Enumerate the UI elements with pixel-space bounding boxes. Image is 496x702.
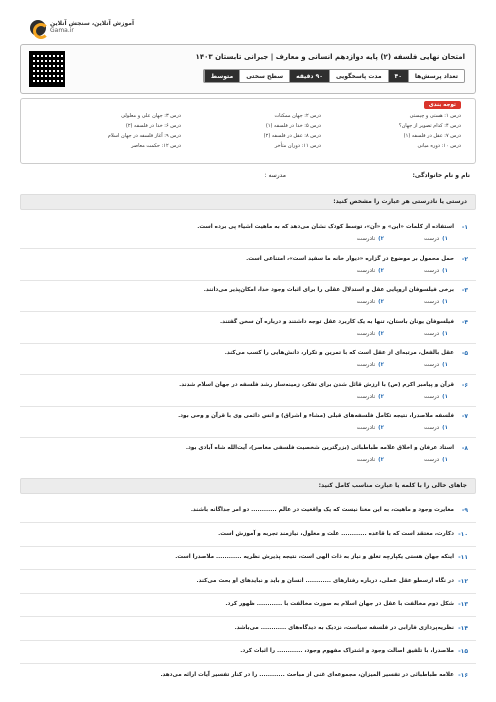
option-number: ۲) bbox=[378, 393, 384, 400]
question-text: فلسفه ملاصدرا، نتیجه تکامل فلسفه‌های قبلی (مشاء و اشراق) و انس دائمی وی با قرآن و وحی بود. bbox=[178, 413, 454, 419]
lesson-item: درس ۹: آغاز فلسفه در جهان اسلام bbox=[107, 133, 181, 139]
exam-title: امتحان نهایی فلسفه (۲) پایه دوازدهم انسانی و معارف | جبرانی تابستان ۱۴۰۳ bbox=[195, 53, 465, 61]
section-true-false-header bbox=[20, 194, 476, 210]
option-false[interactable] bbox=[357, 236, 384, 242]
question-text: ملاصدرا، با تلفیق اصالت وجود و اشتراک مفهوم وجود، ............ را اثبات کرد. bbox=[240, 648, 454, 654]
question-number: ۱۱- bbox=[458, 554, 468, 561]
question-text: عقل بالفعل، مرتبه‌ای از عقل است که با تمرین و تکرار، دانش‌هایی را کسب می‌کند. bbox=[224, 350, 454, 356]
question-number: ۱۵- bbox=[458, 648, 468, 655]
question-number: ۴- bbox=[461, 318, 468, 326]
lesson-item: درس ۱۱: دوران متأخر bbox=[274, 143, 321, 149]
question-divider bbox=[20, 593, 476, 594]
question-divider bbox=[20, 663, 476, 664]
answer-options bbox=[357, 394, 448, 400]
lesson-item: درس ۵: خدا در فلسفه (۱) bbox=[265, 123, 321, 129]
option-number: ۲) bbox=[378, 236, 384, 242]
school-label: مدرسه : bbox=[264, 172, 286, 179]
question-text: در نگاه ارسطو عقل عملی، درباره رفتارهای ............ انسان و باید و نبایدهای او بحث می‌کند. bbox=[196, 577, 454, 584]
option-label: درست bbox=[424, 330, 440, 337]
question-number: ۳- bbox=[461, 287, 468, 294]
option-number: ۱) bbox=[442, 299, 448, 305]
notes-tag: توجه بندی bbox=[424, 101, 461, 109]
option-label: نادرست bbox=[356, 425, 376, 431]
question-divider bbox=[20, 280, 476, 281]
option-number: ۱) bbox=[442, 236, 448, 242]
question-text: قرآن و پیامبر اکرم (ص) با ارزش قائل شدن برای تفکر، زمینه‌ساز رشد فلسفه در جهان اسلام شدند. bbox=[179, 381, 454, 388]
lesson-item: درس ۱۲: حکمت معاصر bbox=[131, 143, 181, 149]
brand[interactable] bbox=[30, 20, 134, 36]
option-label: درست bbox=[424, 362, 440, 368]
question-divider bbox=[20, 248, 476, 249]
question-divider bbox=[20, 569, 476, 570]
option-true[interactable] bbox=[424, 268, 448, 274]
question-text: فیلسوفان یونان باستان، تنها به یک کاربرد عقل توجه داشتند و درباره آن سخن گفتند. bbox=[219, 318, 454, 325]
question-divider bbox=[20, 343, 476, 344]
option-label: نادرست bbox=[356, 393, 376, 400]
meta-value-difficulty: متوسط bbox=[204, 70, 239, 82]
question-number: ۷- bbox=[461, 413, 468, 420]
option-label: نادرست bbox=[356, 299, 376, 305]
lesson-list bbox=[41, 113, 461, 149]
question-divider bbox=[20, 640, 476, 641]
exam-header bbox=[20, 44, 476, 94]
gama-logo-icon bbox=[30, 20, 46, 36]
lesson-item: درس ۱۰: دوره میانی bbox=[417, 143, 461, 149]
option-number: ۱) bbox=[442, 267, 448, 274]
option-number: ۲) bbox=[378, 267, 384, 274]
option-false[interactable] bbox=[357, 425, 384, 431]
option-number: ۲) bbox=[378, 425, 384, 431]
lesson-item: درس ۶: خدا در فلسفه (۲) bbox=[125, 123, 181, 129]
question-number: ۹- bbox=[461, 507, 468, 514]
option-label: نادرست bbox=[356, 456, 376, 463]
lesson-item: درس ۳: جهان علی و معلولی bbox=[121, 113, 181, 119]
question-divider bbox=[20, 437, 476, 438]
top-bar bbox=[0, 0, 496, 40]
lesson-item: درس ۱: هستی و چیستی bbox=[409, 113, 461, 119]
option-label: درست bbox=[424, 425, 440, 431]
section-title: جاهای خالی را با کلمه یا عبارت مناسب کامل کنید: bbox=[318, 482, 467, 489]
answer-options bbox=[357, 331, 448, 337]
section-fill-blank-header bbox=[20, 478, 476, 494]
question-divider bbox=[20, 311, 476, 312]
lesson-item: درس ۴: کدام تصویر از جهان؟ bbox=[398, 123, 461, 129]
question-text: علامه طباطبائی در تفسیر المیزان، مجموعه‌ای غنی از مباحث ............ را در کنار تفسیر آیات ارائه می‌دهد. bbox=[160, 671, 454, 678]
answer-options bbox=[357, 362, 448, 368]
question-number: ۱- bbox=[461, 224, 468, 231]
question-text: استفاده از کلمات «این» و «آن»، توسط کودک نشان می‌دهد که به ماهیت اشیاء پی برده است. bbox=[197, 224, 454, 230]
lesson-item: درس ۷: عقل در فلسفه (۱) bbox=[403, 133, 461, 139]
option-false[interactable] bbox=[357, 362, 384, 368]
brand-title: آموزش آنلاین، سنجش آنلاین bbox=[50, 20, 135, 28]
option-number: ۱) bbox=[442, 362, 448, 368]
student-info-row bbox=[20, 170, 476, 184]
meta-label-duration: مدت پاسخگویی bbox=[329, 70, 388, 82]
option-false[interactable] bbox=[357, 268, 384, 274]
section-title: درستی یا نادرستی هر عبارت را مشخص کنید: bbox=[333, 198, 467, 205]
option-false[interactable] bbox=[357, 394, 384, 400]
answer-options bbox=[357, 236, 448, 242]
question-number: ۱۶- bbox=[458, 671, 468, 679]
question-number: ۱۴- bbox=[458, 624, 468, 632]
option-number: ۱) bbox=[442, 456, 448, 463]
option-label: نادرست bbox=[356, 362, 376, 368]
option-true[interactable] bbox=[424, 425, 448, 431]
option-number: ۲) bbox=[378, 456, 384, 463]
question-divider bbox=[20, 546, 476, 547]
lesson-item: درس ۸: عقل در فلسفه (۲) bbox=[263, 133, 321, 139]
question-number: ۱۲- bbox=[458, 577, 468, 585]
option-true[interactable] bbox=[424, 457, 448, 463]
answer-options bbox=[357, 425, 448, 431]
question-number: ۱۳- bbox=[458, 601, 468, 608]
question-divider bbox=[20, 616, 476, 617]
question-text: برخی فیلسوفان اروپایی عقل و استدلال عقلی را برای اثبات وجود خدا، امکان‌پذیر می‌دانند. bbox=[203, 287, 454, 293]
question-text: دکارت، معتقد است که با قاعده ............ علت و معلول، نیازمند تجربه و آموزش است. bbox=[218, 530, 454, 537]
option-label: درست bbox=[424, 236, 440, 242]
option-label: نادرست bbox=[356, 236, 376, 242]
question-text: حمل محمول بر موضوع در گزاره «دیوار خانه ما سفید است»، امتناعی است. bbox=[246, 255, 454, 262]
option-number: ۲) bbox=[378, 330, 384, 337]
option-number: ۱) bbox=[442, 425, 448, 431]
lesson-item: درس ۲: جهان ممکنات bbox=[274, 113, 321, 119]
question-text: شکل دوم مخالفت با عقل در جهان اسلام به صورت مخالفت با ............ ظهور کرد. bbox=[225, 601, 454, 607]
option-false[interactable] bbox=[357, 331, 384, 337]
question-number: ۸- bbox=[461, 444, 468, 452]
question-text: استاد عرفان و اخلاق علامه طباطبائی (بزرگترین شخصیت فلسفی معاصر)، آیت‌الله شاه آبادی بود. bbox=[185, 444, 454, 451]
option-true[interactable] bbox=[424, 299, 448, 305]
option-number: ۱) bbox=[442, 330, 448, 337]
option-false[interactable] bbox=[357, 299, 384, 305]
option-true[interactable] bbox=[424, 394, 448, 400]
exam-meta bbox=[203, 69, 465, 83]
option-label: درست bbox=[424, 267, 440, 274]
meta-label-count: تعداد پرسش‌ها bbox=[408, 70, 464, 82]
option-label: درست bbox=[424, 393, 440, 400]
option-true[interactable] bbox=[424, 331, 448, 337]
option-label: درست bbox=[424, 299, 440, 305]
answer-options bbox=[357, 268, 448, 274]
answer-options bbox=[357, 457, 448, 463]
option-true[interactable] bbox=[424, 236, 448, 242]
question-text: نظریه‌پردازی فارابی در فلسفه سیاست، نزدیک به دیدگاه‌های ............ می‌باشد. bbox=[234, 624, 454, 631]
meta-value-duration: ۹۰ دقیقه bbox=[289, 70, 329, 82]
question-text: اینکه جهان هستی یکپارچه تعلق و نیاز به ذات الهی است، نتیجه پذیرش نظریه ............ ملاصدرا است. bbox=[175, 554, 454, 560]
question-number: ۶- bbox=[461, 381, 468, 389]
meta-label-difficulty: سطح سختی bbox=[239, 70, 289, 82]
option-number: ۲) bbox=[378, 299, 384, 305]
option-true[interactable] bbox=[424, 362, 448, 368]
option-false[interactable] bbox=[357, 457, 384, 463]
meta-value-count: ۴۰ bbox=[388, 70, 408, 82]
notes-box bbox=[20, 98, 476, 164]
question-divider bbox=[20, 522, 476, 523]
question-text: مغایرت وجود و ماهیت، به این معنا نیست که یک واقعیت در عالم ............ دو امر جداگانه باشند. bbox=[190, 507, 454, 513]
option-label: نادرست bbox=[356, 267, 376, 274]
qr-code-icon bbox=[29, 51, 65, 87]
brand-url[interactable]: Gama.ir bbox=[50, 27, 74, 34]
option-number: ۲) bbox=[378, 362, 384, 368]
answer-options bbox=[357, 299, 448, 305]
question-divider bbox=[20, 406, 476, 407]
question-number: ۱۰- bbox=[458, 530, 468, 538]
name-label: نام و نام خانوادگی: bbox=[412, 172, 470, 179]
question-number: ۵- bbox=[461, 350, 468, 357]
option-label: درست bbox=[424, 456, 440, 463]
question-number: ۲- bbox=[461, 255, 468, 263]
option-number: ۱) bbox=[442, 393, 448, 400]
option-label: نادرست bbox=[356, 330, 376, 337]
question-divider bbox=[20, 374, 476, 375]
